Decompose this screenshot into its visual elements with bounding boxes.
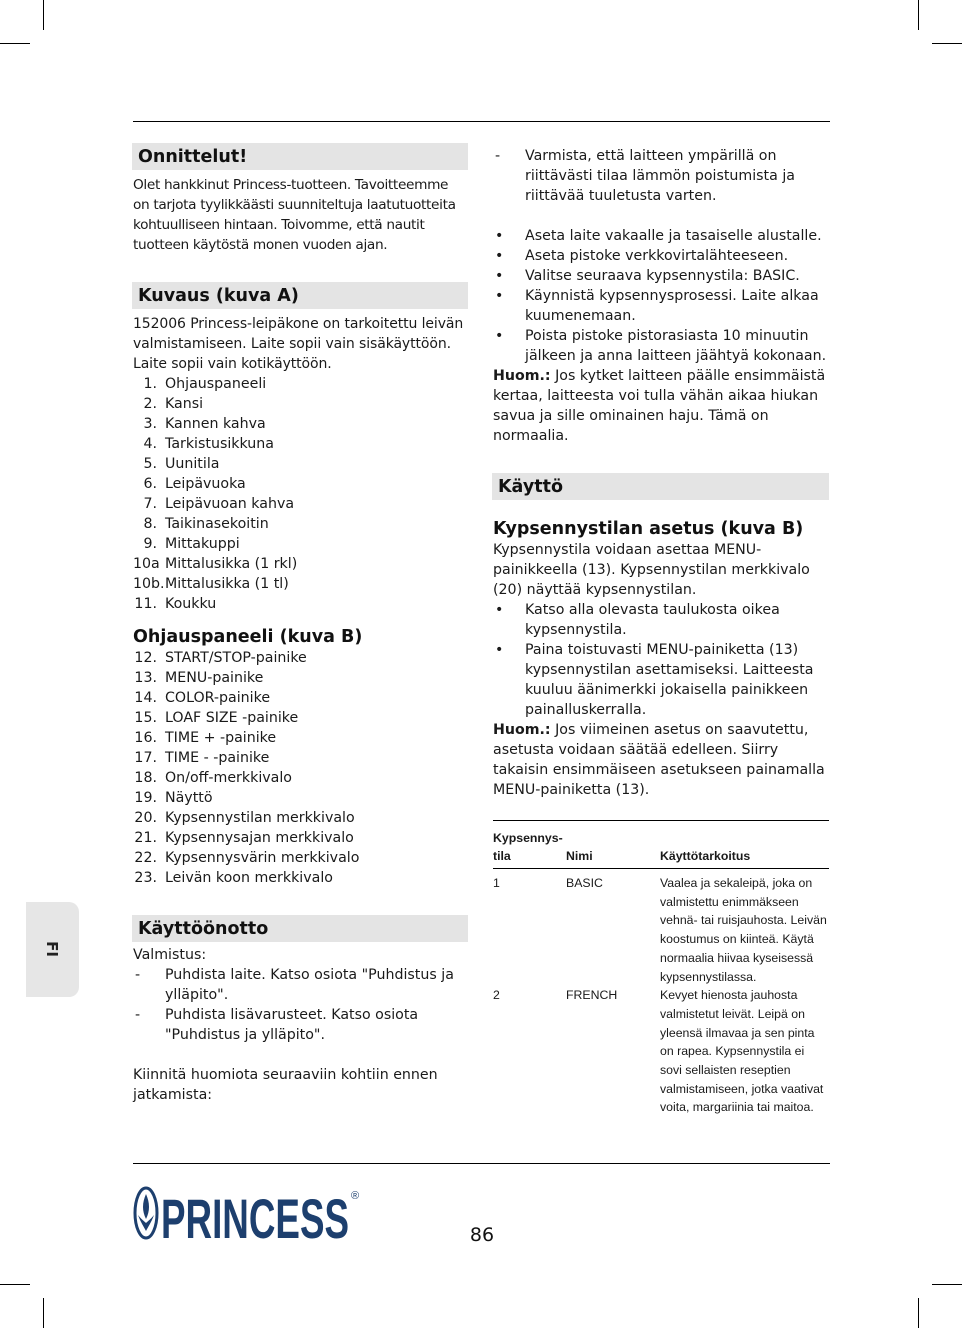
table-row [493,874,829,986]
list-item: 20. Kypsennystilan merkkivalo [134,810,355,826]
preparation-list [133,965,468,1045]
menu-note: Huom.: Jos viimeinen asetus on saavutettu, asetusta voidaan säätää edelleen. Siirry takaisin ensimmäiseen asetukseen painamalla MENU-painiketta (13). [493,722,825,798]
princess-logo [133,1185,365,1247]
list-item: 3. Kannen kahva [143,416,266,432]
crop-mark [932,43,962,44]
list-item: 23. Leivän koon merkkivalo [134,870,333,886]
list-item: 10b. Mittalusikka (1 tl) [133,576,289,592]
table-cell-name: FRENCH [566,988,618,1003]
list-item: 4. Tarkistusikkuna [143,436,274,452]
crop-mark [43,0,44,30]
list-item: 15. LOAF SIZE -painike [134,710,299,726]
list-item: 16. TIME + -painike [134,730,277,746]
table-cell-mode: 1 [493,876,500,890]
crop-mark [0,1284,30,1285]
subsection-title-kypsennystila: Kypsennystilan asetus (kuva B) [493,519,804,539]
list-item: 17. TIME - -painike [134,750,270,766]
section-title-kayttoonotto: Käyttöönotto [132,915,468,942]
list-item: 12. START/STOP-painike [134,650,307,666]
table-header-use: Käyttötarkoitus [660,849,751,863]
registered-mark: ® [351,1190,360,1202]
table-header-mode: Kypsennys- tila [493,831,563,863]
list-item: • Aseta pistoke verkkovirtalähteeseen. [495,248,789,264]
cooking-mode-table [493,820,829,1117]
list-item: - Varmista, että laitteen ympärillä on riittävästi tilaa lämmön poistumista ja riittävää tuuletusta varten. [495,148,795,204]
control-panel-list [133,648,468,888]
left-column [133,143,468,1105]
list-item: • Aseta laite vakaalle ja tasaiselle alustalle. [495,228,822,244]
crop-mark [918,1298,919,1328]
list-item: 6. Leipävuoka [143,476,246,492]
crop-mark [0,43,30,44]
list-item: - Puhdista laite. Katso osiota "Puhdistus ja ylläpito". [135,967,454,1003]
crop-mark [918,0,919,30]
table-cell-use: Vaalea ja sekaleipä, joka on valmistettu enimmäkseen vehnä- tai ruisjauhosta. Leivän koostumus on kiinteä. Käytä normaalia hiivaa kyseisessä kypsennystilassa. [660,876,827,984]
section-title-kaytto: Käyttö [492,473,829,500]
list-item: 7. Leipävuoan kahva [143,496,295,512]
list-item: 21. Kypsennysajan merkkivalo [134,830,354,846]
list-item: • Valitse seuraava kypsennystila: BASIC. [495,268,800,284]
list-item: - Puhdista lisävarusteet. Katso osiota "Puhdistus ja ylläpito". [135,1007,419,1043]
preparation-note: Kiinnitä huomiota seuraaviin kohtiin ennen jatkamista: [133,1067,438,1103]
top-rule [133,121,830,122]
list-item: 19. Näyttö [134,790,213,806]
list-item: 10a Mittalusikka (1 rkl) [133,556,298,572]
list-item: 14. COLOR-painike [134,690,271,706]
list-item: • Paina toistuvasti MENU-painiketta (13) kypsennystilan asettamiseksi. Laitteesta kuuluu äänimerkki jokaisella painikkeen painalluskerralla. [495,642,814,718]
page-number: 86 [469,1224,495,1246]
section-title-onnittelut: Onnittelut! [132,143,468,170]
list-item: 2. Kansi [143,396,204,412]
section-title-kuvaus: Kuvaus (kuva A) [132,282,468,309]
bottom-rule [133,1163,830,1164]
crop-mark [932,1284,962,1285]
description-text: 152006 Princess-leipäkone on tarkoitettu leivän valmistamiseen. Laite sopii vain sisäkäyttöön. Laite sopii vain kotikäyttöön. [133,316,464,372]
list-item: 13. MENU-painike [134,670,264,686]
table-row [493,986,829,1117]
list-item: 5. Uunitila [143,456,220,472]
princess-crest-icon [133,1185,365,1243]
first-use-note: Huom.: Jos kytket laitteen päälle ensimmäistä kertaa, laitteesta voi tulla vähän aikaa hiukan savua ja sille ominainen haju. Tämä on normaalia. [493,368,826,444]
cooking-mode-bullets [493,600,829,720]
section-title-ohjauspaneeli: Ohjauspaneeli (kuva B) [133,627,363,647]
table-cell-mode: 2 [493,988,500,1003]
right-column [493,146,829,1117]
preparation-label: Valmistus: [133,947,207,963]
cooking-mode-text: Kypsennystila voidaan asettaa MENU-painikkeella (13). Kypsennystilan merkkivalo (20) näyttää kypsennystilan. [493,542,810,598]
crop-mark [43,1298,44,1328]
brand-name: PRINCESS [161,1187,349,1243]
table-header-name: Nimi [566,849,593,863]
language-code: FI [43,941,61,957]
list-item: 1. Ohjauspaneeli [143,376,267,392]
list-item: 8. Taikinasekoitin [143,516,269,532]
list-item: • Poista pistoke pistorasiasta 10 minuutin jälkeen ja anna laitteen jäähtyä kokonaan. [495,328,827,364]
ventilation-list [493,146,829,206]
list-item: 22. Kypsennysvärin merkkivalo [134,850,360,866]
list-item: • Käynnistä kypsennysprosessi. Laite alkaa kuumenemaan. [495,288,819,324]
table-header [493,820,829,869]
table-cell-use: Kevyet hienosta jauhosta valmistetut leivät. Leipä on yleensä ilmavaa ja sen pinta on rapea. Kypsennystila ei sovi sellaisten reseptien valmistamiseen, jotka vaativat voita, margariinia tai maitoa. [660,988,824,1115]
table-cell-name: BASIC [566,876,603,890]
intro-text: Olet hankkinut Princess-tuotteen. Tavoitteemme on tarjota tyylikkäästi suunniteltuja laatutuotteita kohtuulliseen hintaan. Toivomme, että nautit tuotteen käytöstä monen vuoden ajan. [133,177,456,253]
list-item: 9. Mittakuppi [143,536,240,552]
setup-bullet-list [493,226,829,366]
list-item: • Katso alla olevasta taulukosta oikea kypsennystila. [495,602,780,638]
parts-list [133,374,468,614]
list-item: 11. Koukku [134,596,217,612]
list-item: 18. On/off-merkkivalo [134,770,292,786]
